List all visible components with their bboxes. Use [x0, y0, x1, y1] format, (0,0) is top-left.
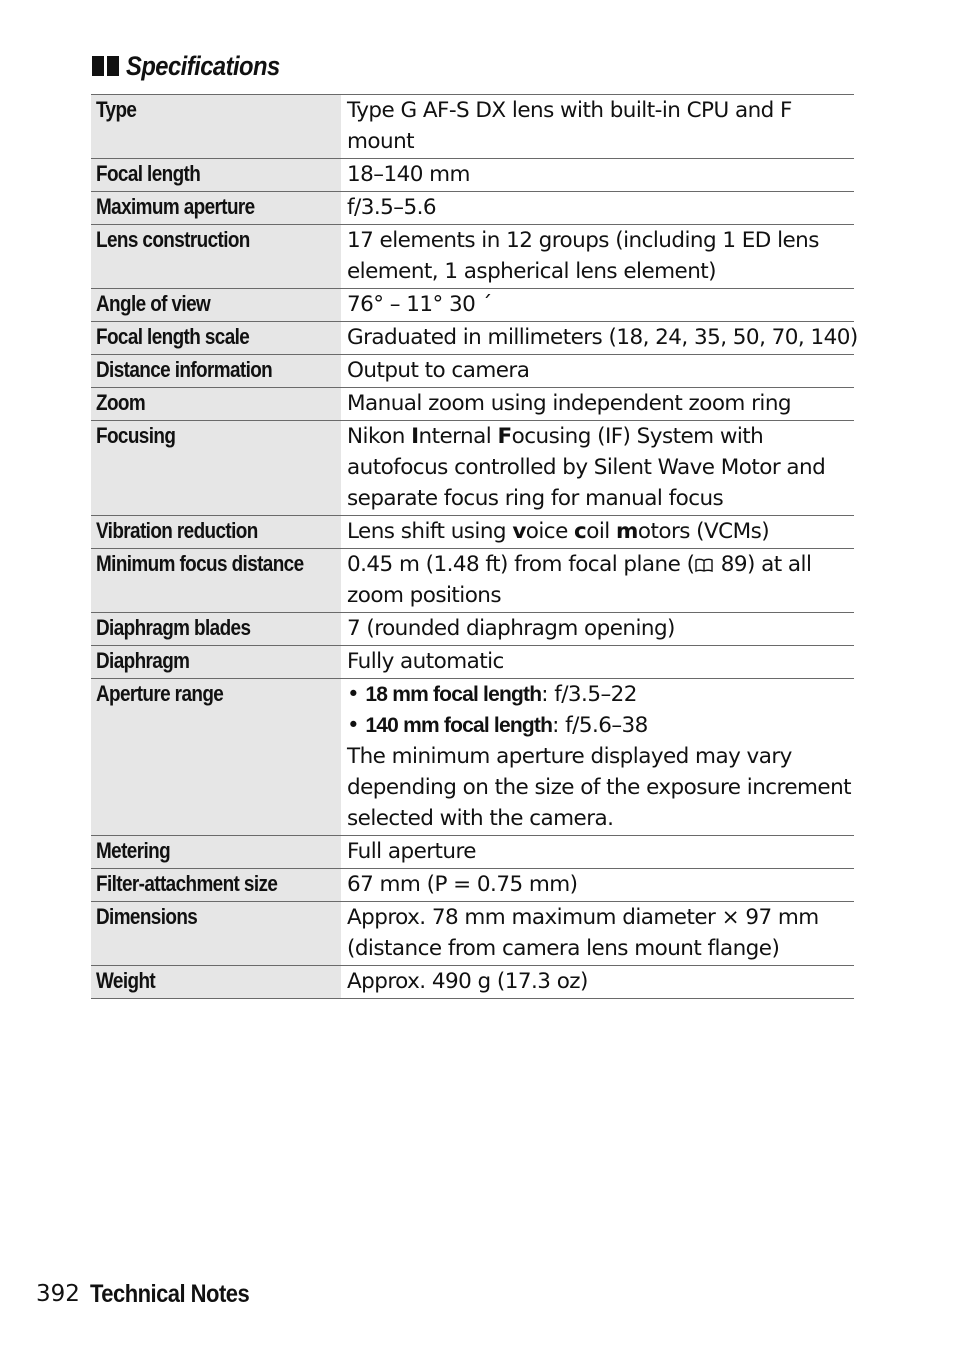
spec-label-maximum-aperture: Maximum aperture [91, 192, 341, 225]
page-footer [36, 1276, 271, 1312]
spec-label-dimensions: Dimensions [91, 902, 341, 966]
spec-label-lens-construction: Lens construction [91, 225, 341, 289]
table-row [91, 322, 854, 355]
table-row [91, 869, 854, 902]
spec-label-focal-length-scale: Focal length scale [91, 322, 341, 355]
spec-label-angle-of-view: Angle of view [91, 289, 341, 322]
table-row [91, 646, 854, 679]
spec-label-type: Type [91, 95, 341, 159]
spec-value-weight: Approx. 490 g (17.3 oz) [341, 966, 854, 999]
spec-value-focal-length-scale: Graduated in millimeters (18, 24, 35, 50, 70, 140) [341, 322, 854, 355]
table-row [91, 289, 854, 322]
spec-label-distance-information: Distance information [91, 355, 341, 388]
spec-value-dimensions: Approx. 78 mm maximum diameter × 97 mm (distance from camera lens mount flange) [341, 902, 854, 966]
spec-label-zoom: Zoom [91, 388, 341, 421]
spec-value-metering: Full aperture [341, 836, 854, 869]
table-row [91, 679, 854, 836]
spec-label-filter-attachment-size: Filter-attachment size [91, 869, 341, 902]
table-row [91, 966, 854, 999]
table-row [91, 516, 854, 549]
table-row [91, 902, 854, 966]
aperture-note: The minimum aperture displayed may vary depending on the size of the exposure increment selected with the camera. [347, 744, 852, 831]
spec-value-focusing: Nikon Internal Focusing (IF) System with autofocus controlled by Silent Wave Motor and separate focus ring for manual focus [341, 421, 854, 516]
spec-value-minimum-focus-distance: 0.45 m (1.48 ft) from focal plane ( 89) at all zoom positions [341, 549, 854, 613]
table-row [91, 95, 854, 159]
specifications-table [91, 94, 858, 999]
section-title: Specifications [126, 50, 280, 81]
spec-label-aperture-range: Aperture range [91, 679, 341, 836]
spec-label-focusing: Focusing [91, 421, 341, 516]
spec-value-vibration-reduction: Lens shift using voice coil motors (VCMs) [341, 516, 854, 549]
spec-label-diaphragm: Diaphragm [91, 646, 341, 679]
spec-value-zoom: Manual zoom using independent zoom ring [341, 388, 854, 421]
table-row [91, 549, 854, 613]
spec-value-filter-attachment-size: 67 mm (P = 0.75 mm) [341, 869, 854, 902]
spec-value-maximum-aperture: f/3.5–5.6 [341, 192, 854, 225]
spec-value-diaphragm: Fully automatic [341, 646, 854, 679]
spec-label-diaphragm-blades: Diaphragm blades [91, 613, 341, 646]
spec-value-type: Type G AF-S DX lens with built-in CPU and F mount [341, 95, 854, 159]
list-item: • 140 mm focal length: f/5.6–38 [347, 713, 648, 738]
table-row [91, 613, 854, 646]
footer-section-title: Technical Notes [89, 1279, 250, 1308]
spec-value-aperture-range [341, 679, 854, 836]
spec-label-minimum-focus-distance: Minimum focus distance [91, 549, 341, 613]
spec-label-metering: Metering [91, 836, 341, 869]
spec-value-distance-information: Output to camera [341, 355, 854, 388]
book-reference-icon[interactable] [695, 558, 713, 572]
table-row [91, 355, 854, 388]
table-row [91, 159, 854, 192]
table-row [91, 225, 854, 289]
page-number: 392 [36, 1281, 80, 1307]
spec-value-angle-of-view: 76° – 11° 30 ´ [341, 289, 854, 322]
table-row [91, 192, 854, 225]
section-heading [92, 48, 301, 84]
spec-value-diaphragm-blades: 7 (rounded diaphragm opening) [341, 613, 854, 646]
spec-label-vibration-reduction: Vibration reduction [91, 516, 341, 549]
spec-value-focal-length: 18–140 mm [341, 159, 854, 192]
spec-label-focal-length: Focal length [91, 159, 341, 192]
list-item: • 18 mm focal length: f/3.5–22 [347, 682, 637, 707]
table-row [91, 421, 854, 516]
double-square-marker-icon [92, 56, 119, 76]
table-row [91, 836, 854, 869]
table-row [91, 388, 854, 421]
spec-value-lens-construction: 17 elements in 12 groups (including 1 ED lens element, 1 aspherical lens element) [341, 225, 854, 289]
spec-label-weight: Weight [91, 966, 341, 999]
